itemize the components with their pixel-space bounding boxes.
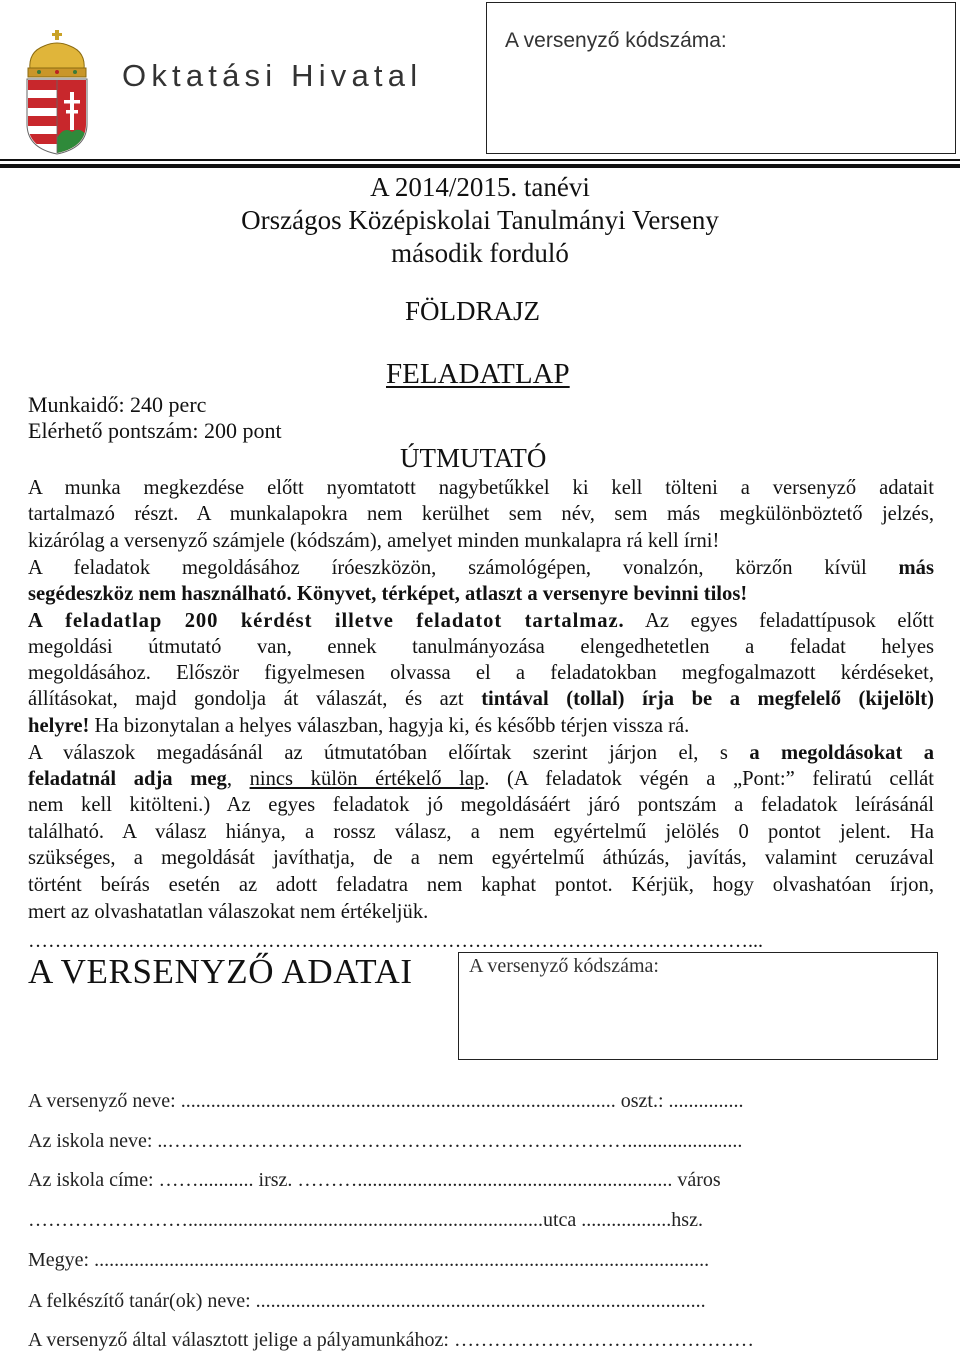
instruction-line: tartalmazó részt. A munkalapokra nem kerülhet sem név, sem más megkülönböztető jelzés,: [28, 503, 934, 525]
instruction-bold: más: [898, 557, 934, 579]
county-field[interactable]: Megye: ...........................................................................................................................: [28, 1249, 710, 1271]
title-round: második forduló: [391, 238, 569, 268]
instruction-text: állításokat, majd gondolja át válaszát, és azt: [28, 688, 464, 710]
instruction-line: megoldási útmutató van, ennek tanulmányozása elengedhetetlen a feladat helyes: [28, 636, 934, 658]
instruction-bold: Könyvet, térképet, atlaszt a versenyre bevinni tilos!: [296, 583, 748, 605]
instruction-line: [28, 555, 934, 581]
header-rule-thin: [0, 159, 960, 161]
title-school-year: A 2014/2015. tanévi: [370, 172, 590, 202]
school-address-field[interactable]: Az iskola címe: ……........... irsz. ………............................................................... város: [28, 1169, 721, 1191]
title-competition: Országos Középiskolai Tanulmányi Verseny: [241, 205, 719, 235]
school-name-field[interactable]: Az iskola neve: ..…………………………………………………………….......................: [28, 1130, 743, 1152]
instruction-line: [28, 713, 934, 739]
sheet-title: FELADATLAP: [386, 358, 570, 390]
instruction-line: [28, 740, 934, 766]
max-points: Elérhető pontszám: 200 pont: [28, 418, 282, 443]
instruction-line: A munka megkezdése előtt nyomtatott nagybetűkkel ki kell tölteni a versenyző adatait: [28, 477, 934, 499]
instruction-line: történt beírás esetén az adott feladatra nem kaphat pontot. Kérjük, hogy olvashatóan írjon,: [28, 874, 934, 896]
instruction-text: A feladatok megoldásához íróeszközön, számológépen, vonalzón, körzőn kívül: [28, 557, 867, 579]
subject-title: FÖLDRAJZ: [405, 296, 541, 326]
instruction-underlined: nincs külön értékelő lap: [249, 768, 485, 790]
street-field[interactable]: …………………….......................................................................utca ..................hsz.: [28, 1209, 703, 1231]
instruction-bold: a megoldásokat a: [749, 742, 935, 764]
instruction-line: szükséges, a megoldását javíthatja, de a nem egyértelmű áthúzás, javítás, valamint ceruzával: [28, 847, 934, 869]
instruction-line: [28, 686, 934, 712]
instruction-line: [28, 766, 934, 792]
instruction-line: nem kell kitölteni.) Az egyes feladatok jó megoldásáért járó pontszám a feladatok leírásánál: [28, 794, 934, 816]
work-time: Munkaidő: 240 perc: [28, 392, 207, 417]
instruction-line: [28, 581, 934, 607]
competitor-code-box[interactable]: [458, 952, 938, 1060]
instruction-bold: feladatnál adja meg: [28, 768, 227, 790]
instruction-bold: A feladatlap 200 kérdést illetve feladatot tartalmaz.: [28, 610, 625, 632]
instruction-text: A válaszok megadásánál az útmutatóban előírtak szerint járjon el, s: [28, 742, 728, 764]
instruction-line: megoldásához. Először figyelmesen olvassa el a feladatokban megfogalmazott kérdéseket,: [28, 662, 934, 684]
instruction-line: található. A válasz hiánya, a rossz válasz, a nem egyértelmű jelölés 0 pontot jelent. Ha: [28, 821, 934, 843]
motto-field[interactable]: A versenyző által választott jelige a pályamunkához: ………………………………………: [28, 1329, 754, 1351]
name-field[interactable]: A versenyző neve: ....................................................................................... oszt.: ...............: [28, 1090, 744, 1112]
office-name: Oktatási Hivatal: [122, 58, 423, 93]
instruction-text: . (A feladatok végén a „Pont:” feliratú cellát: [484, 768, 934, 790]
competitor-code-box-top[interactable]: [486, 2, 956, 154]
instruction-bold: helyre!: [28, 715, 90, 737]
header-rule-thick: [0, 164, 960, 168]
instruction-text: Ha bizonytalan a helyes válaszban, hagyja ki, és később térjen vissza rá.: [94, 715, 690, 737]
competitor-code-label: A versenyző kódszáma:: [505, 29, 727, 52]
instruction-bold: tintával (tollal) írja be a megfelelő (kijelölt): [481, 688, 935, 710]
competitor-data-title: A VERSENYZŐ ADATAI: [28, 952, 413, 991]
competitor-code-label: A versenyző kódszáma:: [469, 955, 659, 977]
instruction-text: ,: [226, 768, 232, 790]
coat-of-arms-logo: [24, 30, 90, 156]
instruction-text: Az egyes feladattípusok előtt: [645, 610, 934, 632]
instruction-line: [28, 608, 934, 634]
teacher-field[interactable]: A felkészítő tanár(ok) neve: ..........................................................................................: [28, 1290, 706, 1312]
instruction-bold: segédeszköz nem használható.: [28, 583, 292, 605]
guide-title: ÚTMUTATÓ: [400, 443, 547, 473]
instruction-line: kizárólag a versenyző számjele (kódszám), amelyet minden munkalapra rá kell írni!: [28, 530, 720, 552]
instruction-line: mert az olvashatatlan válaszokat nem értékeljük.: [28, 901, 429, 923]
dotted-separator: ………………………………………………………………………………………………...: [28, 930, 763, 952]
